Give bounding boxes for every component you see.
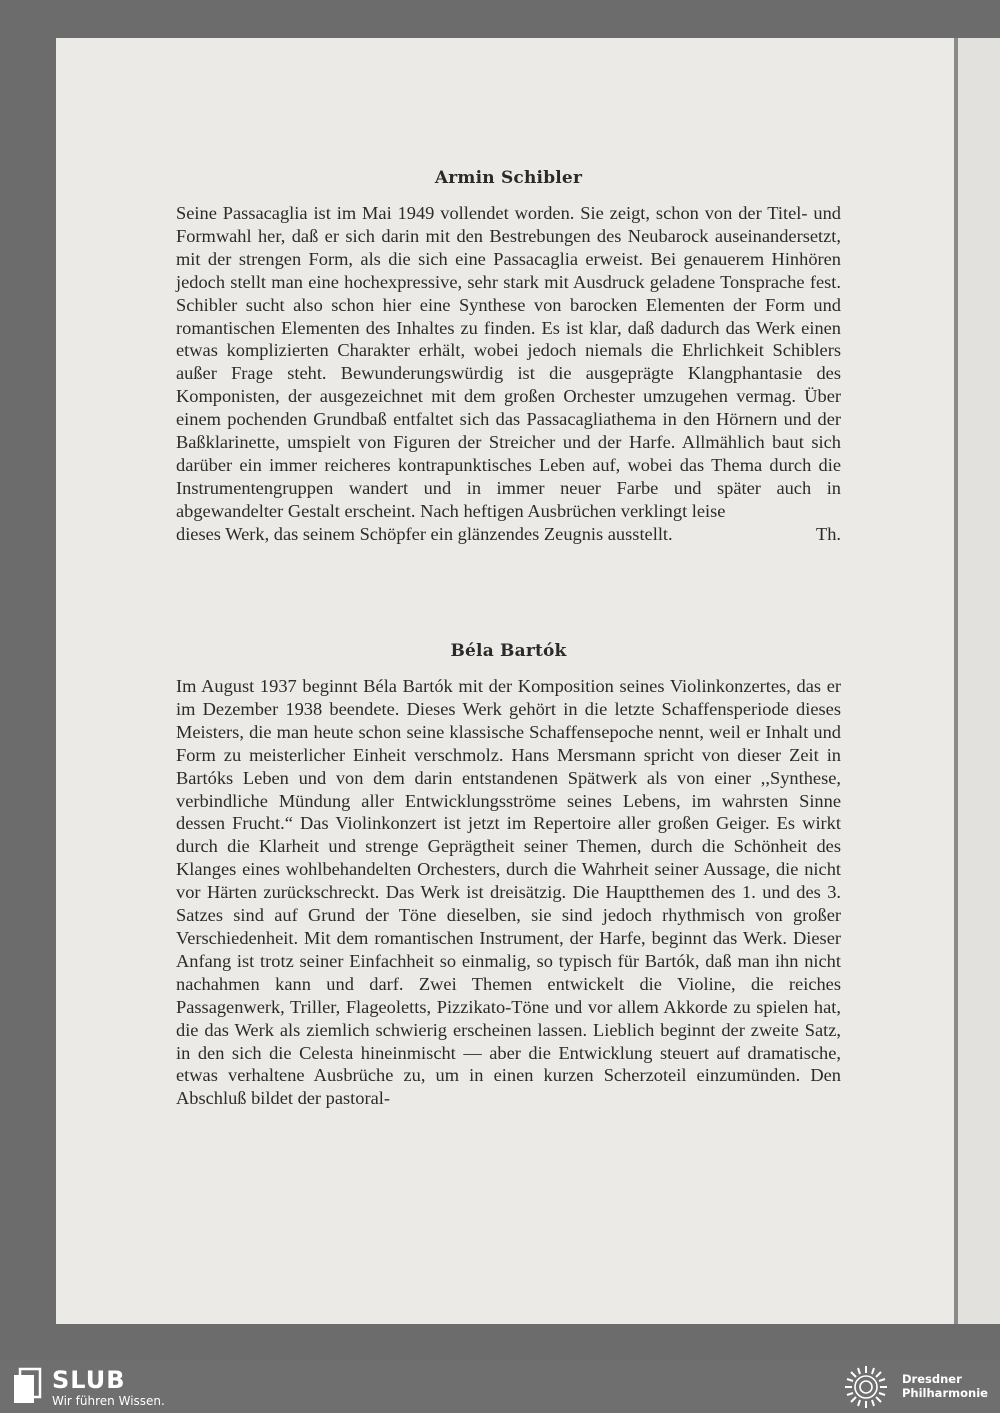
dresdner-philharmonie-sun-icon: [840, 1364, 892, 1410]
author-signature: Th.: [815, 523, 841, 544]
slub-tagline: Wir führen Wissen.: [52, 1394, 165, 1408]
viewer-footer: [0, 1360, 1000, 1413]
section-paragraph: Im August 1937 beginnt Béla Bartók mit der Komposition seines Violinkonzertes, das er im Dezember 1938 beendete. Dieses Werk gehört in die letzte Schaffensperiode dieses Meisters, die man heute schon seine klassische Schaffensepoche nennt, weil er Inhalt und Form zu meisterlicher Einheit verschmolz. Hans Mersmann spricht von dieser Zeit in Bartóks Leben und von dem darin entstandenen Spätwerk als von einer ,,Synthese, verbindliche Mündung aller Entwicklungsströme seines Lebens, im wahrsten Sinne dessen Frucht.“ Das Violinkonzert ist jetzt im Repertoire aller großen Geiger. Es wirkt durch die Klarheit und strenge Geprägtheit seiner Themen, durch die Schönheit des Klanges eines wohlbehandelten Orchesters, durch die Wahrheit seiner Aussage, die nicht vor Härten zurückschreckt. Das Werk ist dreisätzig. Die Hauptthemen des 1. und des 3. Satzes sind auf Grund der Töne dieselben, sie sind jedoch rhythmisch von großer Verschiedenheit. Mit dem romantischen Instrument, der Harfe, beginnt das Werk. Dieser Anfang ist trotz seiner Einfachheit so einmalig, so typisch für Bartók, daß man ihn nicht nachahmen kann und darf. Zwei Themen entwickelt die Violine, die reiches Passagenwerk, Triller, Flageoletts, Pizzikato-Töne und vor allem Akkorde zu spielen hat, die das Werk als ziemlich schwierig erscheinen lassen. Lieblich beginnt der zweite Satz, in den sich die Celesta hineinmischt — aber die Entwicklung steuert auf dramatische, etwas verhaltene Ausbrüche zu, um in einen kurzen Scherzoteil einzumünden. Den Abschluß bildet der pastoral-: [176, 676, 841, 1109]
section-title: Armin Schibler: [434, 168, 583, 188]
last-line-text: dieses Werk, das seinem Schöpfer ein glänzendes Zeugnis ausstellt.: [176, 523, 673, 544]
adjacent-page-edge: [958, 38, 1000, 1324]
dresdner-philharmonie-name: [902, 1372, 988, 1400]
section-title: Béla Bartók: [450, 641, 567, 661]
section-paragraph-last-line: [176, 523, 841, 546]
section-paragraph: Seine Passacaglia ist im Mai 1949 vollendet worden. Sie zeigt, schon von der Titel- und Formwahl her, daß er sich darin mit den Bestrebungen des Neubarock auseinandersetzt, mit der strengen Form, als die sich eine Passacaglia erweist. Bei genauerem Hinhören jedoch stellt man eine hochexpressive, sehr stark mit Ausdruck geladene Tonsprache fest. Schibler sucht also schon hier eine Synthese von barocken Elementen der Form und romantischen Elementen des Inhaltes zu finden. Es ist klar, daß dadurch das Werk einen etwas komplizierten Charakter erhält, wobei jedoch niemals die Ehrlichkeit Schiblers außer Frage steht. Bewunderungswürdig ist die ausgeprägte Klangphantasie des Komponisten, der ausgezeichnet mit dem großen Orchester umzugehen vermag. Über einem pochenden Grundbaß entfaltet sich das Passacagliathema in den Hörnern und der Baßklarinette, umspielt von Figuren der Streicher und der Harfe. Allmählich baut sich darüber ein immer reicheres kontrapunktisches Leben auf, wobei das Thema durch die Instrumentengruppen wandert und in immer neuer Farbe und später auch in abgewandelter Gestalt erscheint. Nach heftigen Ausbrüchen verklingt leise: [176, 203, 841, 521]
section-armin-schibler: [176, 168, 841, 546]
slub-name: SLUB: [52, 1366, 126, 1394]
dp-name-line2: Philharmonie: [902, 1386, 988, 1400]
dp-name-line1: Dresdner: [902, 1372, 962, 1386]
section-bela-bartok: [176, 641, 841, 1110]
slub-book-icon: [14, 1367, 42, 1405]
